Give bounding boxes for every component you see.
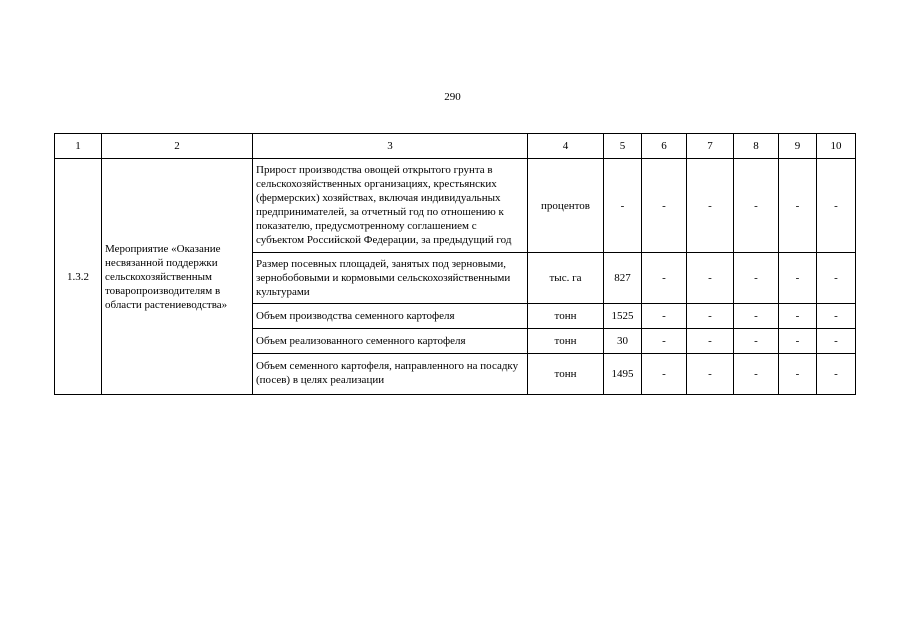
value-col-8: - — [734, 159, 779, 253]
value-col-9: - — [779, 253, 817, 304]
header-col-8: 8 — [734, 134, 779, 159]
value-col-7: - — [687, 304, 734, 329]
value-col-9: - — [779, 354, 817, 395]
header-col-3: 3 — [253, 134, 528, 159]
indicator-name: Объем реализованного семенного картофеля — [253, 329, 528, 354]
value-col-5: 827 — [604, 253, 642, 304]
header-col-2: 2 — [102, 134, 253, 159]
header-col-6: 6 — [642, 134, 687, 159]
table-row — [55, 159, 856, 253]
value-col-5: - — [604, 159, 642, 253]
value-col-10: - — [817, 329, 856, 354]
indicator-name: Объем производства семенного картофеля — [253, 304, 528, 329]
event-code: 1.3.2 — [55, 159, 102, 395]
value-col-9: - — [779, 304, 817, 329]
value-col-6: - — [642, 304, 687, 329]
value-col-5: 1525 — [604, 304, 642, 329]
value-col-8: - — [734, 253, 779, 304]
value-col-7: - — [687, 354, 734, 395]
indicator-unit: тонн — [528, 329, 604, 354]
event-name: Мероприятие «Оказание несвязанной поддержки сельскохозяйственным товаропроизводителям в области растениеводства» — [102, 159, 253, 395]
header-col-7: 7 — [687, 134, 734, 159]
value-col-9: - — [779, 159, 817, 253]
value-col-5: 1495 — [604, 354, 642, 395]
value-col-8: - — [734, 329, 779, 354]
indicator-unit: тонн — [528, 354, 604, 395]
value-col-6: - — [642, 329, 687, 354]
value-col-10: - — [817, 304, 856, 329]
indicator-name: Размер посевных площадей, занятых под зерновыми, зернобобовыми и кормовыми сельскохозяйственными культурами — [253, 253, 528, 304]
indicator-unit: тонн — [528, 304, 604, 329]
value-col-7: - — [687, 159, 734, 253]
value-col-6: - — [642, 159, 687, 253]
indicator-name: Прирост производства овощей открытого грунта в сельскохозяйственных организациях, крестьянских (фермерских) хозяйствах, включая индивидуальных предпринимателей, за отчетный год по отношению к показателю, предусмотренному соглашением с субъектом Российской Федерации, за предыдущий год — [253, 159, 528, 253]
header-col-5: 5 — [604, 134, 642, 159]
value-col-5: 30 — [604, 329, 642, 354]
header-col-4: 4 — [528, 134, 604, 159]
value-col-10: - — [817, 159, 856, 253]
indicator-unit: процентов — [528, 159, 604, 253]
indicator-name: Объем семенного картофеля, направленного на посадку (посев) в целях реализации — [253, 354, 528, 395]
header-col-10: 10 — [817, 134, 856, 159]
header-col-9: 9 — [779, 134, 817, 159]
header-col-1: 1 — [55, 134, 102, 159]
value-col-7: - — [687, 329, 734, 354]
indicators-table — [54, 133, 856, 395]
value-col-8: - — [734, 304, 779, 329]
value-col-7: - — [687, 253, 734, 304]
value-col-10: - — [817, 253, 856, 304]
value-col-8: - — [734, 354, 779, 395]
value-col-9: - — [779, 329, 817, 354]
header-row — [55, 134, 856, 159]
value-col-10: - — [817, 354, 856, 395]
indicator-unit: тыс. га — [528, 253, 604, 304]
page-number: 290 — [444, 91, 461, 103]
value-col-6: - — [642, 253, 687, 304]
value-col-6: - — [642, 354, 687, 395]
